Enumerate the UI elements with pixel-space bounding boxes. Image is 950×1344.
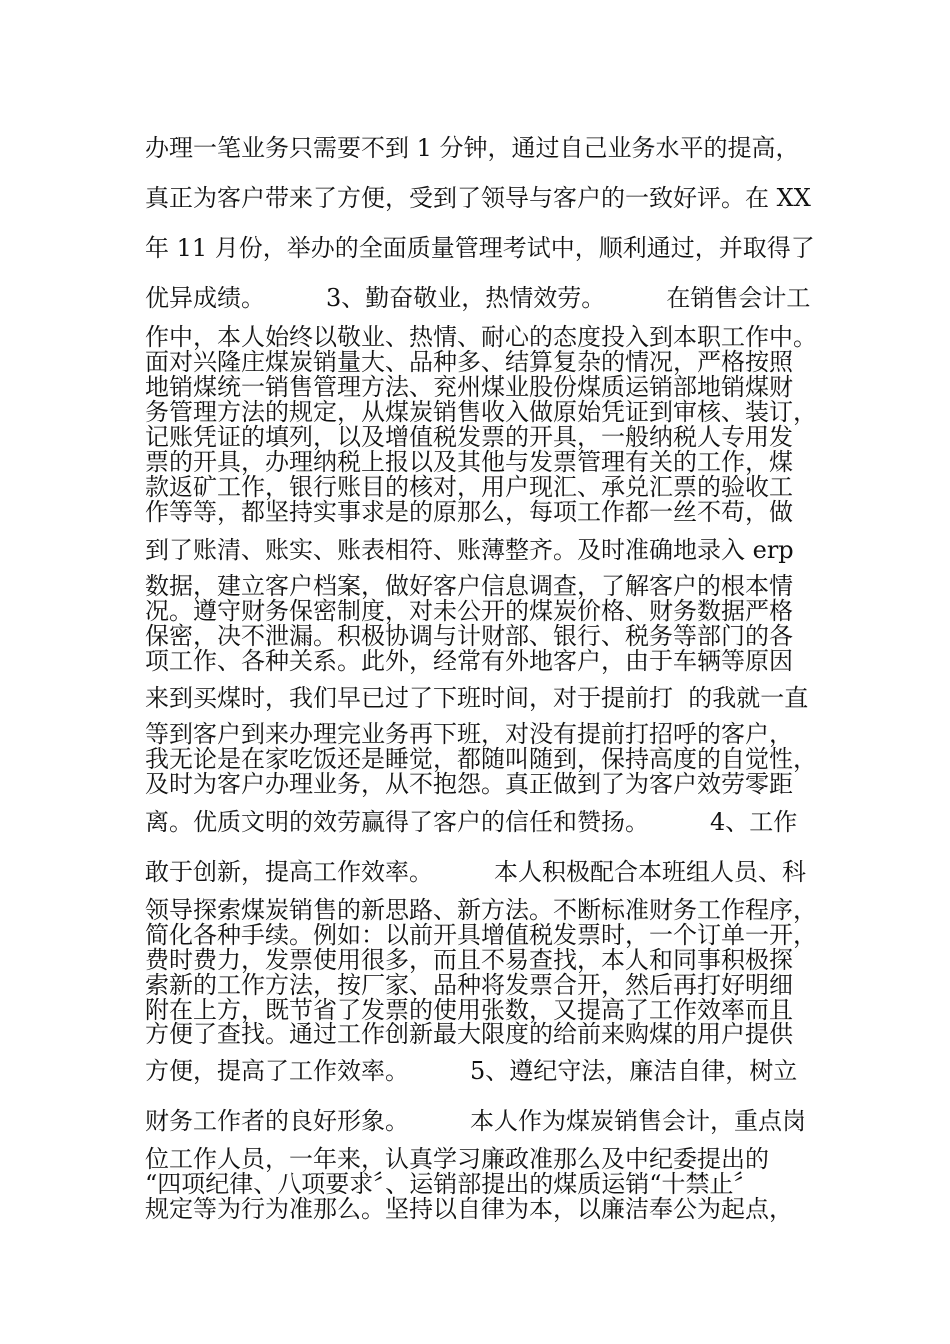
text-line: 务管理方法的规定，从煤炭销售收入做原始凭证到审核、装订， bbox=[145, 398, 817, 426]
text-line: 位工作人员，一年来，认真学习廉政准那么及中纪委提出的 bbox=[145, 1145, 769, 1173]
text-line: 年 11 月份，举办的全面质量管理考试中，顺利通过，并取得了 bbox=[145, 234, 815, 262]
text-line: “四项纪律、八项要求〞、运销部提出的煤质运销“十禁止〞 bbox=[145, 1170, 758, 1198]
text-line: 索新的工作方法，按厂家、品种将发票合开，然后再打好明细 bbox=[145, 971, 793, 999]
text-line: 优异成绩。 3、勤奋敬业，热情效劳。 在销售会计工 bbox=[145, 284, 811, 312]
text-line: 地销煤统一销售管理方法、兖州煤业股份煤质运销部地销煤财 bbox=[145, 373, 793, 401]
text-line: 简化各种手续。例如：以前开具增值税发票时，一个订单一开， bbox=[145, 921, 817, 949]
text-line: 保密，决不泄漏。积极协调与计财部、银行、税务等部门的各 bbox=[145, 622, 793, 650]
text-line: 面对兴隆庄煤炭销量大、品种多、结算复杂的情况，严格按照 bbox=[145, 348, 793, 376]
text-line: 费时费力，发票使用很多，而且不易查找，本人和同事积极探 bbox=[145, 946, 793, 974]
text-line: 我无论是在家吃饭还是睡觉，都随叫随到，保持高度的自觉性， bbox=[145, 745, 817, 773]
text-line: 作中，本人始终以敬业、热情、耐心的态度投入到本职工作中。 bbox=[145, 323, 817, 351]
text-line: 真正为客户带来了方便，受到了领导与客户的一致好评。在 XX bbox=[145, 184, 811, 212]
text-line: 方便，提高了工作效率。 5、遵纪守法，廉洁自律，树立 bbox=[145, 1057, 798, 1085]
text-line: 及时为客户办理业务，从不抱怨。真正做到了为客户效劳零距 bbox=[145, 770, 793, 798]
text-line: 敢于创新，提高工作效率。 本人积极配合本班组人员、科 bbox=[145, 858, 807, 886]
text-line: 数据，建立客户档案，做好客户信息调查，了解客户的根本情 bbox=[145, 572, 793, 600]
text-line: 办理一笔业务只需要不到 1 分钟，通过自己业务水平的提高， bbox=[145, 134, 800, 162]
text-line: 作等等，都坚持实事求是的原那么，每项工作都一丝不苟，做 bbox=[145, 498, 793, 526]
text-line: 记账凭证的填列，以及增值税发票的开具，一般纳税人专用发 bbox=[145, 423, 793, 451]
text-line: 况。遵守财务保密制度，对未公开的煤炭价格、财务数据严格 bbox=[145, 597, 793, 625]
text-line: 项工作、各种关系。此外，经常有外地客户，由于车辆等原因 bbox=[145, 647, 793, 675]
text-line: 到了账清、账实、账表相符、账薄整齐。及时准确地录入 erp bbox=[145, 536, 794, 564]
text-line: 等到客户到来办理完业务再下班，对没有提前打招呼的客户， bbox=[145, 720, 793, 748]
text-line: 方便了查找。通过工作创新最大限度的给前来购煤的用户提供 bbox=[145, 1020, 793, 1048]
text-line: 离。优质文明的效劳赢得了客户的信任和赞扬。 4、工作 bbox=[145, 808, 798, 836]
text-line: 附在上方，既节省了发票的使用张数，又提高了工作效率而且 bbox=[145, 996, 793, 1024]
text-line: 领导探索煤炭销售的新思路、新方法。不断标准财务工作程序， bbox=[145, 896, 817, 924]
text-line: 财务工作者的良好形象。 本人作为煤炭销售会计，重点岗 bbox=[145, 1107, 807, 1135]
text-line: 来到买煤时，我们早已过了下班时间，对于提前打 的我就一直 bbox=[145, 684, 809, 712]
text-line: 规定等为行为准那么。坚持以自律为本，以廉洁奉公为起点， bbox=[145, 1195, 793, 1223]
text-line: 票的开具，办理纳税上报以及其他与发票管理有关的工作，煤 bbox=[145, 448, 793, 476]
text-line: 款返矿工作，银行账目的核对，用户现汇、承兑汇票的验收工 bbox=[145, 473, 793, 501]
